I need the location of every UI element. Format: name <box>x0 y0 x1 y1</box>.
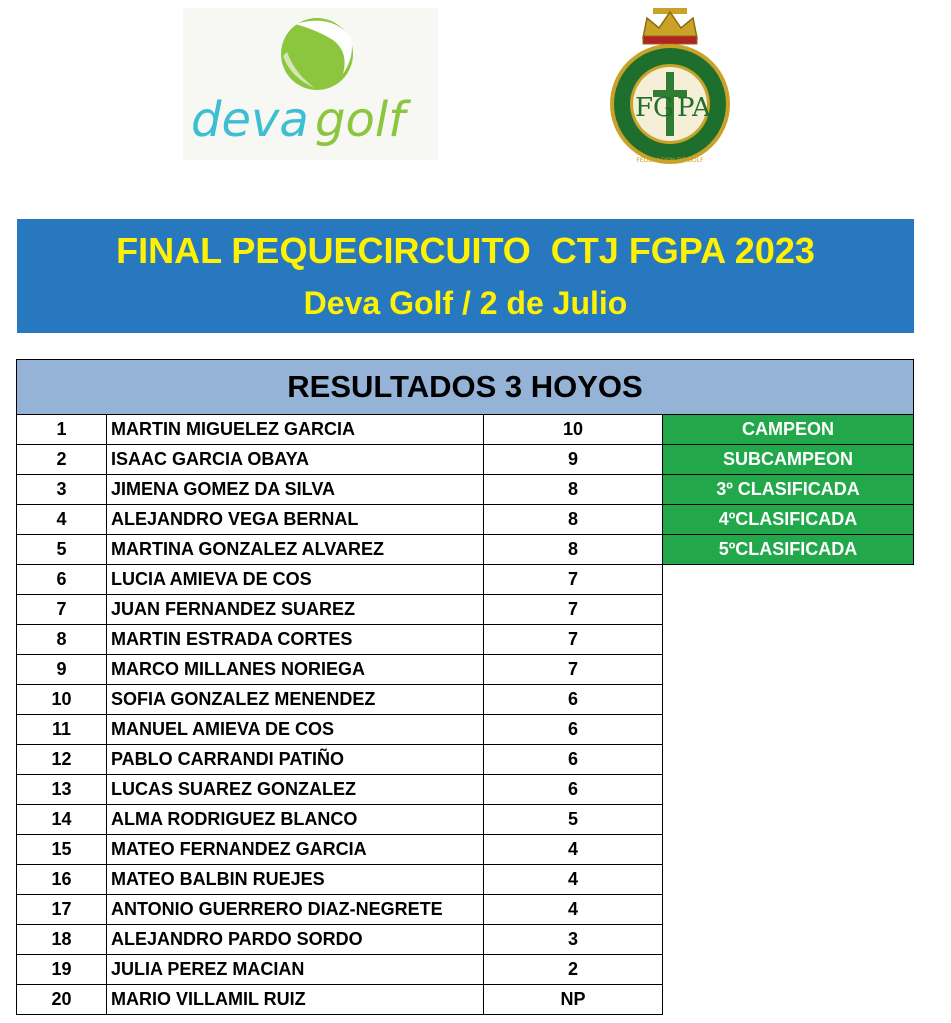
fgpa-crest-logo <box>595 4 745 169</box>
position-cell: 12 <box>16 745 107 775</box>
score-cell: 6 <box>484 775 663 805</box>
player-name-cell: MATEO BALBIN RUEJES <box>106 865 484 895</box>
page-subtitle: Deva Golf / 2 de Julio <box>303 285 628 321</box>
score-cell: 7 <box>484 625 663 655</box>
player-name-cell: JULIA PEREZ MACIAN <box>106 955 484 985</box>
player-name-cell: SOFIA GONZALEZ MENENDEZ <box>106 685 484 715</box>
table-row <box>16 985 914 1015</box>
player-name-cell: MARCO MILLANES NORIEGA <box>106 655 484 685</box>
table-row <box>16 445 914 475</box>
score-cell: 7 <box>484 655 663 685</box>
position-cell: 18 <box>16 925 107 955</box>
player-name-cell: ISAAC GARCIA OBAYA <box>106 445 484 475</box>
player-name-cell: MARIO VILLAMIL RUIZ <box>106 985 484 1015</box>
position-cell: 6 <box>16 565 107 595</box>
table-row <box>16 505 914 535</box>
score-cell: 7 <box>484 565 663 595</box>
position-cell: 4 <box>16 505 107 535</box>
score-cell: 6 <box>484 745 663 775</box>
score-cell: 2 <box>484 955 663 985</box>
score-cell: 9 <box>484 445 663 475</box>
position-cell: 17 <box>16 895 107 925</box>
table-row <box>16 535 914 565</box>
position-cell: 11 <box>16 715 107 745</box>
table-row <box>16 595 914 625</box>
position-cell: 1 <box>16 415 107 445</box>
score-cell: 4 <box>484 835 663 865</box>
award-badge: 3º CLASIFICADA <box>663 475 914 505</box>
table-row <box>16 715 914 745</box>
award-badge: 5ºCLASIFICADA <box>663 535 914 565</box>
svg-text:golf: golf <box>315 92 406 148</box>
score-cell: 4 <box>484 895 663 925</box>
position-cell: 10 <box>16 685 107 715</box>
score-cell: 4 <box>484 865 663 895</box>
score-cell: 10 <box>484 415 663 445</box>
table-row <box>16 685 914 715</box>
player-name-cell: MARTIN MIGUELEZ GARCIA <box>106 415 484 445</box>
player-name-cell: MANUEL AMIEVA DE COS <box>106 715 484 745</box>
page-title: FINAL PEQUECIRCUITO CTJ FGPA 2023 <box>116 230 815 271</box>
table-row <box>16 625 914 655</box>
score-cell: 8 <box>484 475 663 505</box>
position-cell: 2 <box>16 445 107 475</box>
position-cell: 7 <box>16 595 107 625</box>
position-cell: 8 <box>16 625 107 655</box>
player-name-cell: LUCAS SUAREZ GONZALEZ <box>106 775 484 805</box>
table-row <box>16 955 914 985</box>
score-cell: 3 <box>484 925 663 955</box>
table-row <box>16 415 914 445</box>
table-row <box>16 565 914 595</box>
award-badge: SUBCAMPEON <box>663 445 914 475</box>
score-cell: NP <box>484 985 663 1015</box>
table-row <box>16 775 914 805</box>
player-name-cell: ALMA RODRIGUEZ BLANCO <box>106 805 484 835</box>
deva-golf-logo <box>183 8 438 160</box>
results-heading: RESULTADOS 3 HOYOS <box>16 359 914 415</box>
score-cell: 8 <box>484 505 663 535</box>
svg-text:deva: deva <box>191 92 309 148</box>
position-cell: 16 <box>16 865 107 895</box>
table-row <box>16 475 914 505</box>
table-row <box>16 745 914 775</box>
svg-text:FG: FG <box>635 93 674 123</box>
table-row <box>16 805 914 835</box>
player-name-cell: JUAN FERNANDEZ SUAREZ <box>106 595 484 625</box>
position-cell: 9 <box>16 655 107 685</box>
player-name-cell: ALEJANDRO VEGA BERNAL <box>106 505 484 535</box>
position-cell: 19 <box>16 955 107 985</box>
player-name-cell: JIMENA GOMEZ DA SILVA <box>106 475 484 505</box>
player-name-cell: PABLO CARRANDI PATIÑO <box>106 745 484 775</box>
svg-text:FEDERACION DE GOLF: FEDERACION DE GOLF <box>636 157 704 164</box>
position-cell: 14 <box>16 805 107 835</box>
table-row <box>16 655 914 685</box>
score-cell: 7 <box>484 595 663 625</box>
score-cell: 5 <box>484 805 663 835</box>
award-badge: 4ºCLASIFICADA <box>663 505 914 535</box>
award-badge: CAMPEON <box>663 415 914 445</box>
score-cell: 6 <box>484 685 663 715</box>
position-cell: 15 <box>16 835 107 865</box>
position-cell: 20 <box>16 985 107 1015</box>
player-name-cell: ALEJANDRO PARDO SORDO <box>106 925 484 955</box>
table-row <box>16 925 914 955</box>
player-name-cell: MARTINA GONZALEZ ALVAREZ <box>106 535 484 565</box>
position-cell: 3 <box>16 475 107 505</box>
player-name-cell: LUCIA AMIEVA DE COS <box>106 565 484 595</box>
player-name-cell: MARTIN ESTRADA CORTES <box>106 625 484 655</box>
table-row <box>16 895 914 925</box>
position-cell: 13 <box>16 775 107 805</box>
position-cell: 5 <box>16 535 107 565</box>
score-cell: 6 <box>484 715 663 745</box>
score-cell: 8 <box>484 535 663 565</box>
title-banner <box>17 219 914 333</box>
player-name-cell: ANTONIO GUERRERO DIAZ-NEGRETE <box>106 895 484 925</box>
table-row <box>16 865 914 895</box>
svg-text:PA: PA <box>677 93 711 123</box>
table-row <box>16 835 914 865</box>
player-name-cell: MATEO FERNANDEZ GARCIA <box>106 835 484 865</box>
